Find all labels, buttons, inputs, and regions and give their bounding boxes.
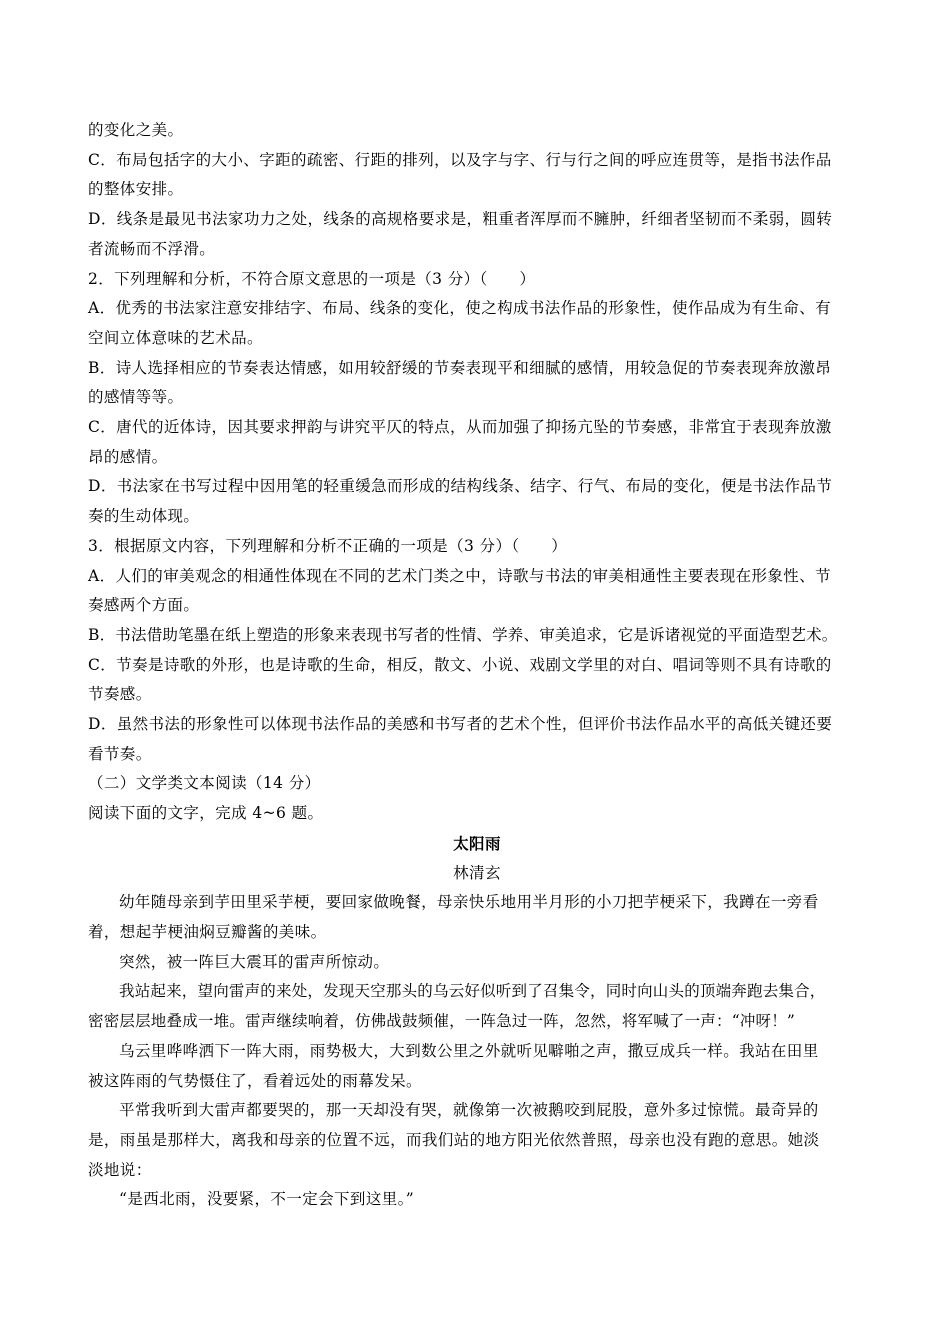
story-author: 林清玄 <box>453 863 501 882</box>
story-line: 密密层层地叠成一堆。雷声继续响着，仿佛战鼓频催，一阵急过一阵，忽然，将军喊了一声：“冲呀！” <box>88 1012 796 1031</box>
q1-tail <box>88 116 866 265</box>
story-line: 幼年随母亲到芋田里采芋梗，要回家做晚餐，母亲快乐地用半月形的小刀把芋梗采下，我蹲在一旁看 <box>119 893 819 912</box>
q2-option-c: C．唐代的近体诗，因其要求押韵与讲究平仄的特点，从而加强了抑扬亢坠的节奏感，非常宜于表现奔放激 <box>88 418 832 437</box>
section-heading: （二）文学类文本阅读（14 分） <box>88 774 321 793</box>
story-body <box>88 888 866 1215</box>
text-line: 奏的生动体现。 <box>88 507 200 526</box>
text-line: 节奏感。 <box>88 685 152 704</box>
q3-option-d: D．虽然书法的形象性可以体现书法作品的美感和书写者的艺术个性，但评价书法作品水平的高低关键还要 <box>88 715 833 734</box>
question-stem: 3．根据原文内容，下列理解和分析不正确的一项是（3 分）（ ） <box>88 536 568 555</box>
story-title: 太阳雨 <box>453 833 501 853</box>
text-line: 者流畅而不浮滑。 <box>88 239 216 258</box>
q3-option-b: B．书法借助笔墨在纸上塑造的形象来表现书写者的性情、学养、审美追求，它是诉诸视觉的平面造型艺术。 <box>88 625 838 644</box>
story-line: 淡地说： <box>88 1160 152 1179</box>
story-line: 平常我听到大雷声都要哭的，那一天却没有哭，就像第一次被鹅咬到屁股，意外多过惊慌。最奇异的 <box>119 1101 819 1120</box>
question-2 <box>88 265 866 532</box>
question-3 <box>88 532 866 770</box>
document-page <box>88 116 866 1215</box>
text-line: 奏感两个方面。 <box>88 596 200 615</box>
text-line: 的变化之美。 <box>88 121 184 139</box>
story-line: 乌云里哗哗洒下一阵大雨，雨势极大，大到数公里之外就听见噼啪之声，撒豆成兵一样。我站在田里 <box>119 1041 819 1060</box>
section-instruction: 阅读下面的文字，完成 4~6 题。 <box>88 804 324 823</box>
story-line: 我站起来，望向雷声的来处，发现天空那头的乌云好似听到了召集令，同时向山头的顶端奔跑去集合， <box>119 982 826 1001</box>
q2-option-a: A．优秀的书法家注意安排结字、布局、线条的变化，使之构成书法作品的形象性，使作品成为有生命、有 <box>88 299 831 318</box>
q1-option-d: D．线条是最见书法家功力之处，线条的高规格要求是，粗重者浑厚而不臃肿，纤细者坚韧而不柔弱，圆转 <box>88 210 833 229</box>
story-line: 是，雨虽是那样大，离我和母亲的位置不远，而我们站的地方阳光依然普照，母亲也没有跑的意思。她淡 <box>88 1130 820 1149</box>
q1-option-c: C．布局包括字的大小、字距的疏密、行距的排列，以及字与字、行与行之间的呼应连贯等，是指书法作品 <box>88 150 832 169</box>
q2-option-b: B．诗人选择相应的节奏表达情感，如用较舒缓的节奏表现平和细腻的感情，用较急促的节奏表现奔放激昂 <box>88 358 832 377</box>
story-line: “是西北雨，没要紧，不一定会下到这里。” <box>119 1190 415 1209</box>
story-line: 着，想起芋梗油焖豆瓣酱的美味。 <box>88 922 327 941</box>
text-line: 的感情等等。 <box>88 388 184 407</box>
text-line: 空间立体意味的艺术品。 <box>88 328 263 347</box>
story-line: 突然，被一阵巨大震耳的雷声所惊动。 <box>119 952 390 971</box>
question-stem: 2．下列理解和分析，不符合原文意思的一项是（3 分）（ ） <box>88 269 536 288</box>
text-line: 的整体安排。 <box>88 180 184 199</box>
q2-option-d: D．书法家在书写过程中因用笔的轻重缓急而形成的结构线条、结字、行气、布局的变化，便是书法作品节 <box>88 477 833 496</box>
q3-option-c: C．节奏是诗歌的外形，也是诗歌的生命，相反，散文、小说、戏剧文学里的对白、唱词等则不具有诗歌的 <box>88 655 832 674</box>
story-line: 被这阵雨的气势慑住了，看着远处的雨幕发呆。 <box>88 1071 422 1090</box>
q3-option-a: A．人们的审美观念的相通性体现在不同的艺术门类之中，诗歌与书法的审美相通性主要表现在形象性、节 <box>88 566 831 585</box>
text-line: 看节奏。 <box>88 744 152 763</box>
text-line: 昂的感情。 <box>88 447 168 466</box>
